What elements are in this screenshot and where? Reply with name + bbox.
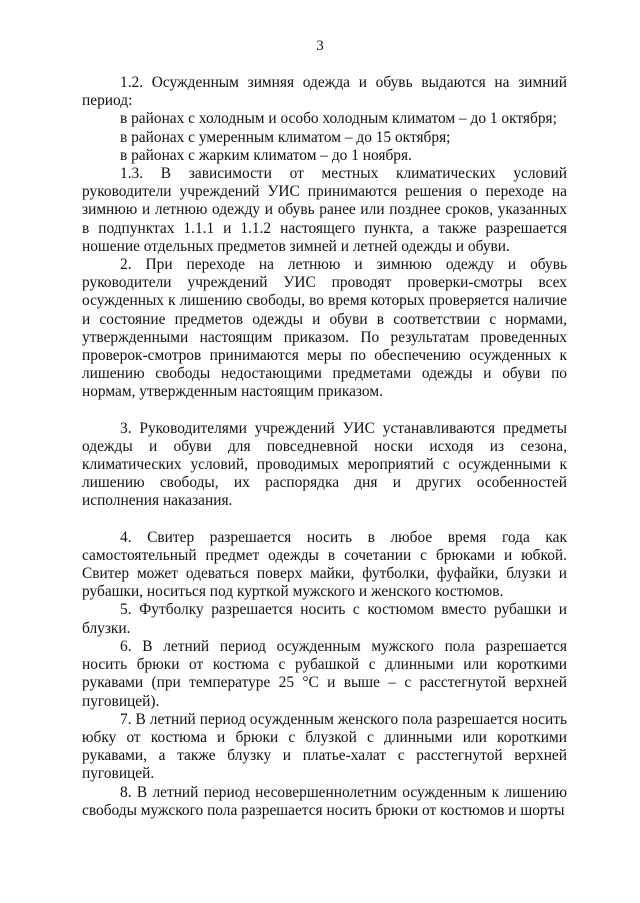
paragraph-2: 2. При переходе на летнюю и зимнюю одежду и обувь руководители учреждений УИС проводят проверки-смотры всех осужденных к лишению свободы, во время которых проверяется наличие и состояние предметов одежды и обуви в соответствии с нормами, утвержденными настоящим приказом. По результатам проведенных проверок-смотров принимаются меры по обеспечению осужденных к лишению свободы недостающими предметами одежды и обуви по нормам, утвержденным настоящим приказом. (82, 256, 567, 401)
paragraph-5: 5. Футболку разрешается носить с костюмом вместо рубашки и блузки. (82, 601, 567, 637)
paragraph-1-2-hot: в районах с жарким климатом – до 1 ноября. (120, 146, 412, 164)
document-body (82, 74, 567, 820)
paragraph-3: 3. Руководителями учреждений УИС устанавливаются предметы одежды и обуви для повседневной носки исходя из сезона, климатических условий, проводимых мероприятий с осужденными к лишению свободы, их распорядка дня и других особенностей исполнения наказания. (82, 419, 567, 510)
paragraph-1-2-cold: в районах с холодным и особо холодным климатом – до 1 октября; (120, 110, 557, 128)
paragraph-1-2-moderate: в районах с умеренным климатом – до 15 октября; (120, 128, 451, 146)
spacer (82, 511, 567, 529)
paragraph-6: 6. В летний период осужденным мужского пола разрешается носить брюки от костюма с рубашкой с длинными или короткими рукавами (при температуре 25 °С и выше – с расстегнутой верхней пуговицей). (82, 637, 567, 710)
spacer (82, 402, 567, 420)
paragraph-1-3: 1.3. В зависимости от местных климатических условий руководители учреждений УИС принимаются решения о переходе на зимнюю и летнюю одежду и обувь ранее или позднее сроков, указанных в подпунктах 1.1.1 и 1.1.2 настоящего пункта, а также разрешается ношение отдельных предметов зимней и летней одежды и обуви. (82, 165, 567, 255)
page-number: 3 (316, 38, 324, 54)
paragraph-4: 4. Свитер разрешается носить в любое время года как самостоятельный предмет одежды в сочетании с брюками и юбкой. Свитер может одеваться поверх майки, футболки, фуфайки, блузки и рубашки, носиться под курткой мужского и женского костюмов. (82, 528, 567, 601)
paragraph-7: 7. В летний период осужденным женского пола разрешается носить юбку от костюма и брюки с блузкой с длинными или короткими рукавами, а также блузку и платье-халат с расстегнутой верхней пуговицей. (82, 710, 567, 783)
paragraph-8: 8. В летний период несовершеннолетним осужденным к лишению свободы мужского пола разрешается носить брюки от костюмов и шорты (82, 783, 567, 819)
paragraph-1-2: 1.2. Осужденным зимняя одежда и обувь выдаются на зимний период: (82, 74, 567, 110)
